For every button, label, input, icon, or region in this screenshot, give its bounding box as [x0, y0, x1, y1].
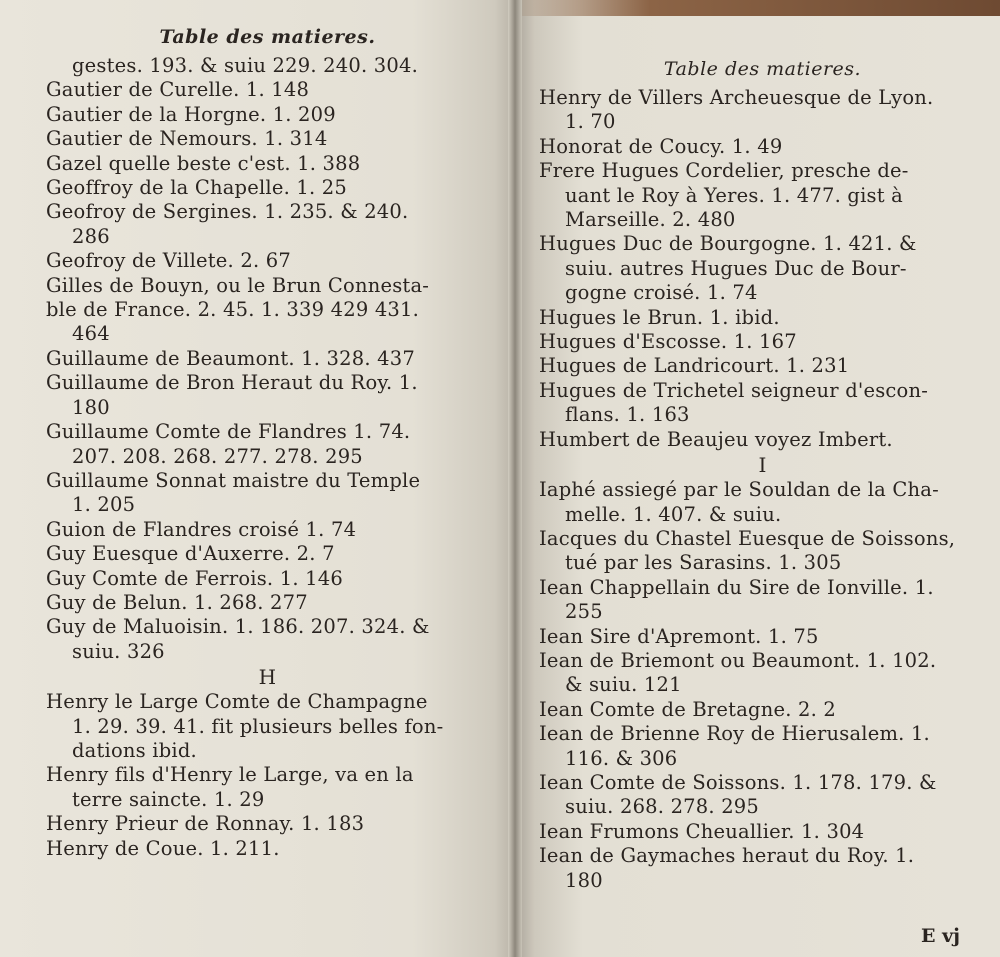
index-entry: 255	[565, 600, 603, 624]
index-entry: Hugues d'Escosse. 1. 167	[539, 330, 797, 354]
index-entry: Henry fils d'Henry le Large, va en la	[46, 763, 414, 787]
left-index-entries	[46, 54, 489, 861]
index-entry: suiu. 326	[72, 639, 165, 663]
right-running-head: Table des matieres.	[663, 58, 862, 80]
index-entry: 180	[565, 868, 603, 892]
index-entry: Henry le Large Comte de Champagne	[46, 690, 428, 714]
index-entry: Humbert de Beaujeu voyez Imbert.	[539, 427, 893, 451]
index-entry: Guy Euesque d'Auxerre. 2. 7	[46, 542, 335, 566]
index-entry: 1. 205	[72, 493, 136, 517]
index-entry: Iean de Gaymaches heraut du Roy. 1.	[539, 844, 915, 868]
index-entry: Henry de Villers Archeuesque de Lyon.	[539, 86, 934, 109]
signature-mark: E vj	[920, 925, 960, 947]
index-entry: Guy de Belun. 1. 268. 277	[46, 590, 308, 614]
index-entry: Hugues Duc de Bourgogne. 1. 421. &	[539, 232, 917, 256]
index-entry: suiu. 268. 278. 295	[565, 795, 760, 819]
right-index-entries	[539, 86, 986, 893]
left-running-head: Table des matieres.	[159, 26, 376, 48]
index-entry: 116. & 306	[565, 746, 678, 770]
index-entry: tué par les Sarasins. 1. 305	[565, 551, 842, 575]
index-entry: ble de France. 2. 45. 1. 339 429 431.	[46, 298, 420, 322]
index-entry: 286	[72, 224, 110, 248]
index-entry: 464	[72, 322, 110, 346]
book-gutter	[508, 0, 522, 957]
index-entry: Henry Prieur de Ronnay. 1. 183	[46, 812, 365, 836]
index-entry: Hugues de Trichetel seigneur d'escon-	[539, 378, 929, 402]
index-entry: suiu. autres Hugues Duc de Bour-	[565, 256, 907, 280]
index-entry: Marseille. 2. 480	[565, 208, 736, 232]
index-entry: Hugues de Landricourt. 1. 231	[539, 354, 850, 378]
index-entry: & suiu. 121	[565, 673, 682, 697]
index-entry: 1. 29. 39. 41. fit plusieurs belles fon-	[72, 714, 444, 738]
index-entry: terre saincte. 1. 29	[72, 787, 265, 811]
page-corner-shadow	[515, 0, 1000, 16]
index-entry: 180	[72, 395, 110, 419]
index-entry: Iean Comte de Soissons. 1. 178. 179. &	[539, 770, 937, 794]
section-letter: I	[758, 453, 767, 478]
index-entry: Guion de Flandres croisé 1. 74	[46, 517, 357, 541]
index-entry: gestes. 193. & suiu 229. 240. 304.	[72, 54, 418, 77]
index-entry: Guy de Maluoisin. 1. 186. 207. 324. &	[46, 615, 430, 639]
index-entry: uant le Roy à Yeres. 1. 477. gist à	[565, 183, 904, 207]
index-entry: Geoffroy de la Chapelle. 1. 25	[46, 176, 348, 200]
index-entry: Henry de Coue. 1. 211.	[46, 836, 280, 860]
index-entry: Iean Sire d'Apremont. 1. 75	[539, 624, 819, 648]
index-entry: Honorat de Coucy. 1. 49	[539, 134, 783, 158]
index-entry: Iacques du Chastel Euesque de Soissons,	[539, 526, 956, 550]
index-entry: Iean Comte de Bretagne. 2. 2	[539, 697, 837, 721]
index-entry: Gautier de Nemours. 1. 314	[46, 127, 328, 151]
right-page	[515, 0, 1000, 957]
index-entry: Iaphé assiegé par le Souldan de la Cha-	[539, 478, 939, 502]
index-entry: Iean de Briemont ou Beaumont. 1. 102.	[539, 648, 937, 672]
index-entry: 1. 70	[565, 110, 616, 134]
index-entry: Iean Frumons Cheuallier. 1. 304	[539, 819, 865, 843]
index-entry: Gilles de Bouyn, ou le Brun Connesta-	[46, 273, 430, 297]
index-entry: Guy Comte de Ferrois. 1. 146	[46, 566, 343, 590]
section-letter: H	[258, 665, 277, 690]
index-entry: Geofroy de Sergines. 1. 235. & 240.	[46, 200, 409, 224]
index-entry: Guillaume Sonnat maistre du Temple	[46, 468, 421, 492]
index-entry: Geofroy de Villete. 2. 67	[46, 249, 291, 273]
index-entry: gogne croisé. 1. 74	[565, 281, 758, 305]
index-entry: dations ibid.	[72, 738, 197, 762]
index-entry: Frere Hugues Cordelier, presche de-	[539, 159, 909, 183]
index-entry: Iean de Brienne Roy de Hierusalem. 1.	[539, 722, 930, 746]
index-entry: Iean Chappellain du Sire de Ionville. 1.	[539, 575, 934, 599]
index-entry: Guillaume de Beaumont. 1. 328. 437	[46, 346, 415, 370]
index-entry: Gautier de la Horgne. 1. 209	[46, 102, 336, 126]
index-entry: Gazel quelle beste c'est. 1. 388	[46, 151, 361, 175]
index-entry: 207. 208. 268. 277. 278. 295	[72, 444, 363, 468]
index-entry: Guillaume de Bron Heraut du Roy. 1.	[46, 371, 418, 395]
index-entry: Guillaume Comte de Flandres 1. 74.	[46, 420, 411, 444]
index-entry: flans. 1. 163	[565, 403, 690, 427]
index-entry: Hugues le Brun. 1. ibid.	[539, 305, 780, 329]
index-entry: melle. 1. 407. & suiu.	[565, 502, 782, 526]
index-entry: Gautier de Curelle. 1. 148	[46, 78, 310, 102]
